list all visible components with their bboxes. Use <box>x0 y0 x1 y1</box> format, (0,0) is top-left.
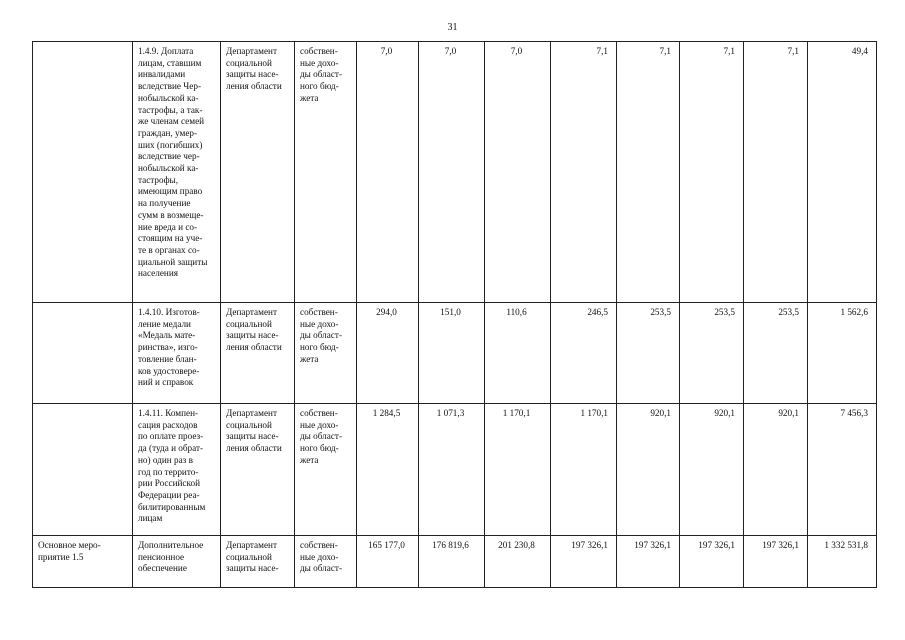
measure-cell: Дополнительное пенсионное обеспечение <box>133 536 221 588</box>
value-cell: 176 819,6 <box>419 536 485 588</box>
executor-cell: Департамент социальной защиты насе- ления области <box>221 404 295 536</box>
value-cell: 7,0 <box>419 42 485 303</box>
value-cell: 7,0 <box>485 42 551 303</box>
value-cell: 1 170,1 <box>551 404 617 536</box>
table-row <box>33 536 877 588</box>
value-cell: 1 284,5 <box>357 404 419 536</box>
value-cell: 7,0 <box>357 42 419 303</box>
budget-table <box>32 41 877 588</box>
value-cell: 253,5 <box>744 303 808 404</box>
table-row <box>33 303 877 404</box>
value-cell: 1 170,1 <box>485 404 551 536</box>
value-cell: 920,1 <box>680 404 744 536</box>
value-cell: 253,5 <box>680 303 744 404</box>
value-cell: 151,0 <box>419 303 485 404</box>
value-cell: 253,5 <box>617 303 680 404</box>
value-cell: 197 326,1 <box>617 536 680 588</box>
measure-cell: 1.4.9. Доплата лицам, ставшим инвалидами вследствие Чер- нобыльской ка- тастрофы, а так- же членам семей граждан, умер- ших (погибших) вследствие чер- нобыльской ка- тастрофы, имеющим право на получение сумм в возмеще- ние вреда и со- стоящим на уче- те в органах со- циальной защиты населения <box>133 42 221 303</box>
value-cell: 201 230,8 <box>485 536 551 588</box>
total-cell: 49,4 <box>808 42 877 303</box>
program-element-cell: Основное меро- приятие 1.5 <box>33 536 133 588</box>
value-cell: 920,1 <box>744 404 808 536</box>
value-cell: 294,0 <box>357 303 419 404</box>
value-cell: 246,5 <box>551 303 617 404</box>
program-element-cell <box>33 303 133 404</box>
total-cell: 7 456,3 <box>808 404 877 536</box>
value-cell: 1 071,3 <box>419 404 485 536</box>
value-cell: 7,1 <box>744 42 808 303</box>
page-number: 31 <box>447 22 458 33</box>
funding-source-cell: собствен- ные дохо- ды област- ного бюд- жета <box>295 303 357 404</box>
executor-cell: Департамент социальной защиты насе- <box>221 536 295 588</box>
funding-source-cell: собствен- ные дохо- ды област- <box>295 536 357 588</box>
value-cell: 110,6 <box>485 303 551 404</box>
value-cell: 7,1 <box>551 42 617 303</box>
executor-cell: Департамент социальной защиты насе- ления области <box>221 303 295 404</box>
funding-source-cell: собствен- ные дохо- ды област- ного бюд- жета <box>295 42 357 303</box>
funding-source-cell: собствен- ные дохо- ды област- ного бюд- жета <box>295 404 357 536</box>
value-cell: 165 177,0 <box>357 536 419 588</box>
measure-cell: 1.4.11. Компен- сация расходов по оплате проез- да (туда и обрат- но) один раз в год по террито- рии Российской Федерации реа- билитированным лицам <box>133 404 221 536</box>
value-cell: 197 326,1 <box>744 536 808 588</box>
total-cell: 1 562,6 <box>808 303 877 404</box>
program-element-cell <box>33 42 133 303</box>
measure-cell: 1.4.10. Изготов- ление медали «Медаль мате- ринства», изго- товление блан- ков удостовере- ний и справок <box>133 303 221 404</box>
executor-cell: Департамент социальной защиты насе- ления области <box>221 42 295 303</box>
value-cell: 920,1 <box>617 404 680 536</box>
value-cell: 7,1 <box>617 42 680 303</box>
program-element-cell <box>33 404 133 536</box>
table-row <box>33 404 877 536</box>
total-cell: 1 332 531,8 <box>808 536 877 588</box>
value-cell: 197 326,1 <box>680 536 744 588</box>
value-cell: 197 326,1 <box>551 536 617 588</box>
table-row <box>33 42 877 303</box>
value-cell: 7,1 <box>680 42 744 303</box>
